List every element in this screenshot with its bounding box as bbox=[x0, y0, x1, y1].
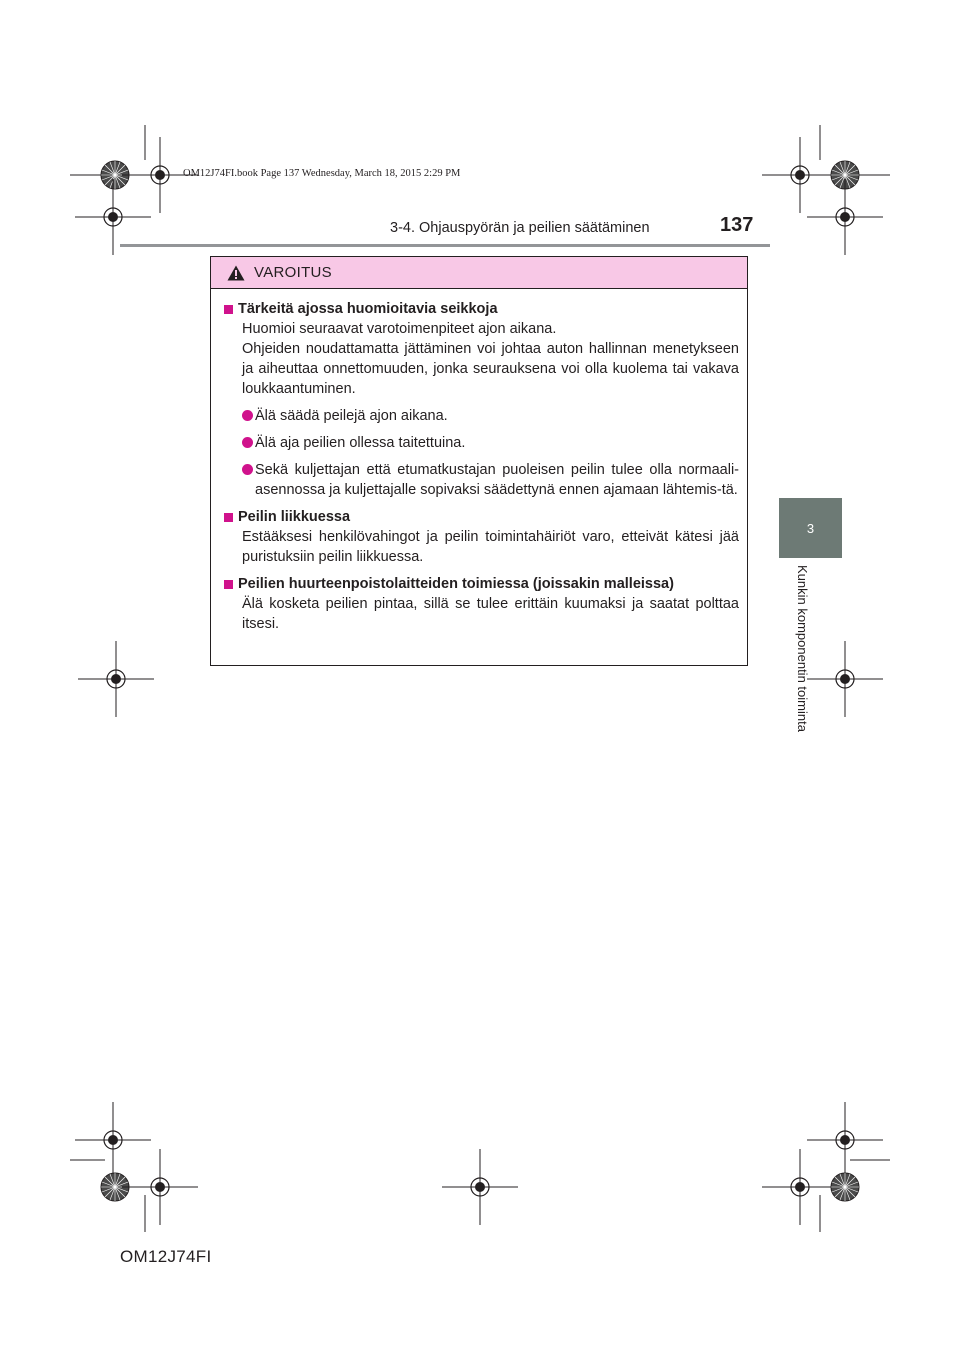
warning-paragraph: Ohjeiden noudattamatta jättäminen voi johtaa auton hallinnan menetykseen ja aiheuttaa onnettomuuden, jonka seurauksena voi olla kuolema tai vakava loukkaantuminen. bbox=[242, 341, 739, 397]
warning-bullet: Älä aja peilien ollessa taitettuina. bbox=[242, 433, 739, 453]
square-bullet-icon bbox=[224, 580, 233, 589]
round-bullet-icon bbox=[242, 410, 253, 421]
warning-paragraph: Huomioi seuraavat varotoimenpiteet ajon aikana. bbox=[242, 321, 557, 337]
warning-header bbox=[211, 257, 747, 289]
square-bullet-icon bbox=[224, 305, 233, 314]
warning-title: VAROITUS bbox=[254, 264, 332, 281]
square-bullet-icon bbox=[224, 513, 233, 522]
book-info-line: OM12J74FI.book Page 137 Wednesday, March 18, 2015 2:29 PM bbox=[183, 168, 461, 179]
warning-bullet: Sekä kuljettajan että etumatkustajan puoleisen peilin tulee olla normaali-asennossa ja kuljettajalle sopivaksi säädettynä ennen ajamaan lähtemis-tä. bbox=[242, 460, 739, 500]
warning-paragraph: Estääksesi henkilövahingot ja peilin toimintahäiriöt varo, etteivät kätesi jää puristuksiin peilin liikkuessa. bbox=[242, 529, 739, 565]
footer-code: OM12J74FI bbox=[120, 1247, 212, 1266]
warning-section-title: Peilien huurteenpoistolaitteiden toimiessa (joissakin malleissa) bbox=[223, 574, 739, 594]
page-number: 137 bbox=[720, 214, 754, 236]
warning-bullet: Älä säädä peilejä ajon aikana. bbox=[242, 406, 739, 426]
header-rule bbox=[120, 244, 770, 247]
chapter-tab bbox=[779, 498, 842, 558]
section-title: 3-4. Ohjauspyörän ja peilien säätäminen bbox=[390, 220, 650, 236]
round-bullet-icon bbox=[242, 464, 253, 475]
chapter-title: Kunkin komponentin toiminta bbox=[795, 565, 810, 732]
warning-body bbox=[211, 289, 747, 634]
round-bullet-icon bbox=[242, 437, 253, 448]
warning-box bbox=[210, 256, 748, 666]
warning-section-title: Peilin liikkuessa bbox=[223, 507, 739, 527]
chapter-number: 3 bbox=[806, 520, 815, 536]
warning-triangle-icon bbox=[227, 265, 245, 281]
warning-paragraph: Älä kosketa peilien pintaa, sillä se tulee erittäin kuumaksi ja saatat polttaa itsesi. bbox=[242, 596, 739, 632]
warning-section-title: Tärkeitä ajossa huomioitavia seikkoja bbox=[223, 299, 739, 319]
